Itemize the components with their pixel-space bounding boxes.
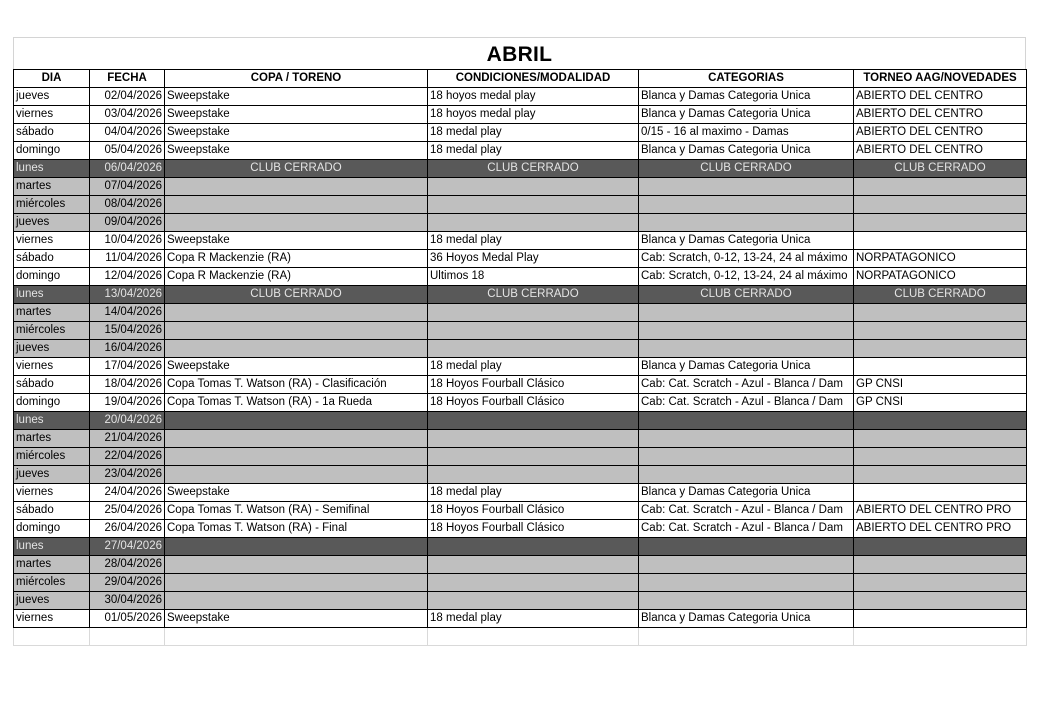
cell-condiciones[interactable] (428, 322, 639, 340)
table-row (14, 232, 1027, 250)
table-row (14, 268, 1027, 286)
cell-torneo[interactable] (854, 214, 1027, 232)
cell-dia[interactable]: miércoles (14, 574, 90, 592)
cell-condiciones[interactable]: 18 medal play (428, 610, 639, 628)
cell-categorias[interactable]: 0/15 - 16 al maximo - Damas (639, 124, 854, 142)
header-dia: DIA (14, 70, 90, 88)
cell-categorias[interactable] (639, 556, 854, 574)
table-row (14, 376, 1027, 394)
cell-torneo[interactable]: CLUB CERRADO (854, 286, 1027, 304)
cell-torneo[interactable] (854, 592, 1027, 610)
cell-torneo[interactable] (854, 610, 1027, 628)
table-row (14, 484, 1027, 502)
cell-dia[interactable]: viernes (14, 484, 90, 502)
cell-categorias[interactable] (639, 322, 854, 340)
empty-cell[interactable] (165, 628, 428, 646)
cell-fecha[interactable]: 10/04/2026 (90, 232, 165, 250)
cell-categorias[interactable]: Blanca y Damas Categoria Unica (639, 484, 854, 502)
cell-categorias[interactable] (639, 340, 854, 358)
cell-condiciones[interactable] (428, 574, 639, 592)
cell-condiciones[interactable] (428, 430, 639, 448)
cell-fecha[interactable]: 28/04/2026 (90, 556, 165, 574)
cell-copa[interactable] (165, 322, 428, 340)
cell-copa[interactable]: Sweepstake (165, 124, 428, 142)
cell-condiciones[interactable]: 18 medal play (428, 358, 639, 376)
cell-dia[interactable]: jueves (14, 214, 90, 232)
table-row (14, 466, 1027, 484)
cell-condiciones[interactable] (428, 412, 639, 430)
cell-categorias[interactable] (639, 304, 854, 322)
cell-condiciones[interactable]: CLUB CERRADO (428, 286, 639, 304)
cell-torneo[interactable] (854, 304, 1027, 322)
cell-fecha[interactable]: 24/04/2026 (90, 484, 165, 502)
cell-fecha[interactable]: 09/04/2026 (90, 214, 165, 232)
cell-dia[interactable]: jueves (14, 340, 90, 358)
table-row (14, 196, 1027, 214)
table-row (14, 448, 1027, 466)
cell-dia[interactable]: viernes (14, 610, 90, 628)
cell-dia[interactable]: lunes (14, 160, 90, 178)
cell-copa[interactable] (165, 304, 428, 322)
table-row (14, 358, 1027, 376)
table-row (14, 178, 1027, 196)
cell-dia[interactable]: domingo (14, 394, 90, 412)
cell-fecha[interactable]: 30/04/2026 (90, 592, 165, 610)
cell-dia[interactable]: domingo (14, 142, 90, 160)
table-row (14, 142, 1027, 160)
table-row (14, 610, 1027, 628)
cell-condiciones[interactable]: 18 medal play (428, 142, 639, 160)
cell-categorias[interactable]: CLUB CERRADO (639, 286, 854, 304)
cell-categorias[interactable] (639, 448, 854, 466)
schedule-table (13, 69, 1027, 646)
cell-dia[interactable]: miércoles (14, 448, 90, 466)
cell-copa[interactable]: Copa R Mackenzie (RA) (165, 268, 428, 286)
cell-condiciones[interactable]: 18 Hoyos Fourball Clásico (428, 394, 639, 412)
table-row (14, 502, 1027, 520)
cell-condiciones[interactable]: 18 medal play (428, 124, 639, 142)
header-categorias: CATEGORIAS (639, 70, 854, 88)
cell-dia[interactable]: domingo (14, 520, 90, 538)
cell-condiciones[interactable] (428, 304, 639, 322)
cell-fecha[interactable]: 29/04/2026 (90, 574, 165, 592)
cell-dia[interactable]: lunes (14, 538, 90, 556)
cell-condiciones[interactable]: 18 medal play (428, 484, 639, 502)
cell-fecha[interactable]: 23/04/2026 (90, 466, 165, 484)
cell-condiciones[interactable] (428, 178, 639, 196)
cell-fecha[interactable]: 19/04/2026 (90, 394, 165, 412)
cell-dia[interactable]: viernes (14, 106, 90, 124)
cell-copa[interactable]: Copa R Mackenzie (RA) (165, 250, 428, 268)
cell-condiciones[interactable]: Ultimos 18 (428, 268, 639, 286)
cell-dia[interactable]: viernes (14, 358, 90, 376)
cell-categorias[interactable]: Blanca y Damas Categoria Unica (639, 106, 854, 124)
table-row (14, 340, 1027, 358)
schedule-sheet (13, 37, 1026, 646)
cell-dia[interactable]: lunes (14, 286, 90, 304)
table-row (14, 412, 1027, 430)
cell-dia[interactable]: viernes (14, 232, 90, 250)
cell-categorias[interactable]: Blanca y Damas Categoria Unica (639, 610, 854, 628)
cell-fecha[interactable]: 16/04/2026 (90, 340, 165, 358)
cell-condiciones[interactable] (428, 340, 639, 358)
table-row (14, 286, 1027, 304)
cell-torneo[interactable] (854, 340, 1027, 358)
table-row (14, 556, 1027, 574)
cell-copa[interactable] (165, 574, 428, 592)
cell-torneo[interactable] (854, 322, 1027, 340)
cell-categorias[interactable] (639, 196, 854, 214)
cell-categorias[interactable] (639, 430, 854, 448)
cell-fecha[interactable]: 26/04/2026 (90, 520, 165, 538)
cell-fecha[interactable]: 12/04/2026 (90, 268, 165, 286)
table-row (14, 304, 1027, 322)
cell-copa[interactable]: Copa Tomas T. Watson (RA) - Final (165, 520, 428, 538)
cell-condiciones[interactable]: 18 Hoyos Fourball Clásico (428, 502, 639, 520)
cell-fecha[interactable]: 07/04/2026 (90, 178, 165, 196)
cell-copa[interactable] (165, 196, 428, 214)
cell-copa[interactable]: Copa Tomas T. Watson (RA) - Semifinal (165, 502, 428, 520)
cell-copa[interactable]: Sweepstake (165, 358, 428, 376)
empty-cell[interactable] (90, 628, 165, 646)
header-row (14, 70, 1027, 88)
cell-fecha[interactable]: 02/04/2026 (90, 88, 165, 106)
table-row (14, 538, 1027, 556)
header-condiciones: CONDICIONES/MODALIDAD (428, 70, 639, 88)
cell-copa[interactable] (165, 466, 428, 484)
cell-copa[interactable] (165, 538, 428, 556)
cell-fecha[interactable]: 03/04/2026 (90, 106, 165, 124)
cell-dia[interactable]: sábado (14, 124, 90, 142)
cell-torneo[interactable] (854, 178, 1027, 196)
cell-condiciones[interactable]: CLUB CERRADO (428, 160, 639, 178)
cell-torneo[interactable]: NORPATAGONICO (854, 250, 1027, 268)
cell-categorias[interactable] (639, 178, 854, 196)
cell-torneo[interactable] (854, 232, 1027, 250)
cell-fecha[interactable]: 01/05/2026 (90, 610, 165, 628)
table-row (14, 574, 1027, 592)
cell-torneo[interactable] (854, 430, 1027, 448)
cell-fecha[interactable]: 18/04/2026 (90, 376, 165, 394)
cell-torneo[interactable] (854, 466, 1027, 484)
cell-condiciones[interactable] (428, 448, 639, 466)
cell-condiciones[interactable]: 18 hoyos medal play (428, 106, 639, 124)
cell-torneo[interactable] (854, 448, 1027, 466)
empty-cell[interactable] (428, 628, 639, 646)
cell-categorias[interactable]: Blanca y Damas Categoria Unica (639, 142, 854, 160)
cell-condiciones[interactable]: 18 Hoyos Fourball Clásico (428, 520, 639, 538)
header-torneo: TORNEO AAG/NOVEDADES (854, 70, 1027, 88)
cell-condiciones[interactable] (428, 538, 639, 556)
cell-copa[interactable] (165, 214, 428, 232)
cell-torneo[interactable]: CLUB CERRADO (854, 160, 1027, 178)
table-row (14, 520, 1027, 538)
cell-torneo[interactable] (854, 538, 1027, 556)
cell-condiciones[interactable] (428, 196, 639, 214)
cell-torneo[interactable]: NORPATAGONICO (854, 268, 1027, 286)
cell-categorias[interactable]: Blanca y Damas Categoria Unica (639, 358, 854, 376)
title-row (13, 37, 1026, 69)
cell-categorias[interactable] (639, 574, 854, 592)
cell-fecha[interactable]: 25/04/2026 (90, 502, 165, 520)
cell-condiciones[interactable] (428, 466, 639, 484)
cell-condiciones[interactable]: 18 medal play (428, 232, 639, 250)
table-row (14, 214, 1027, 232)
cell-condiciones[interactable] (428, 214, 639, 232)
cell-dia[interactable]: martes (14, 304, 90, 322)
cell-dia[interactable]: sábado (14, 250, 90, 268)
cell-torneo[interactable] (854, 574, 1027, 592)
cell-condiciones[interactable]: 18 Hoyos Fourball Clásico (428, 376, 639, 394)
cell-condiciones[interactable]: 18 hoyos medal play (428, 88, 639, 106)
cell-copa[interactable] (165, 556, 428, 574)
table-row (14, 592, 1027, 610)
cell-categorias[interactable]: Cab: Scratch, 0-12, 13-24, 24 al máximo (639, 250, 854, 268)
cell-categorias[interactable]: Cab: Scratch, 0-12, 13-24, 24 al máximo (639, 268, 854, 286)
cell-categorias[interactable]: Cab: Cat. Scratch - Azul - Blanca / Dam (639, 376, 854, 394)
cell-copa[interactable] (165, 430, 428, 448)
table-row (14, 160, 1027, 178)
cell-categorias[interactable]: Cab: Cat. Scratch - Azul - Blanca / Dam (639, 520, 854, 538)
cell-copa[interactable] (165, 412, 428, 430)
month-title: ABRIL (486, 42, 553, 66)
cell-copa[interactable]: CLUB CERRADO (165, 286, 428, 304)
cell-categorias[interactable] (639, 592, 854, 610)
cell-copa[interactable]: CLUB CERRADO (165, 160, 428, 178)
cell-fecha[interactable]: 20/04/2026 (90, 412, 165, 430)
cell-dia[interactable]: sábado (14, 376, 90, 394)
cell-copa[interactable]: Copa Tomas T. Watson (RA) - Clasificación (165, 376, 428, 394)
cell-fecha[interactable]: 15/04/2026 (90, 322, 165, 340)
table-row (14, 106, 1027, 124)
cell-copa[interactable] (165, 178, 428, 196)
cell-torneo[interactable] (854, 556, 1027, 574)
table-row (14, 124, 1027, 142)
cell-fecha[interactable]: 27/04/2026 (90, 538, 165, 556)
cell-condiciones[interactable] (428, 556, 639, 574)
cell-torneo[interactable]: ABIERTO DEL CENTRO PRO (854, 520, 1027, 538)
cell-copa[interactable]: Sweepstake (165, 232, 428, 250)
cell-dia[interactable]: martes (14, 178, 90, 196)
cell-torneo[interactable]: GP CNSI (854, 376, 1027, 394)
cell-dia[interactable]: martes (14, 430, 90, 448)
cell-fecha[interactable]: 14/04/2026 (90, 304, 165, 322)
cell-torneo[interactable] (854, 358, 1027, 376)
cell-copa[interactable]: Sweepstake (165, 142, 428, 160)
cell-fecha[interactable]: 22/04/2026 (90, 448, 165, 466)
cell-fecha[interactable]: 08/04/2026 (90, 196, 165, 214)
cell-copa[interactable]: Sweepstake (165, 106, 428, 124)
cell-dia[interactable]: miércoles (14, 322, 90, 340)
cell-dia[interactable]: sábado (14, 502, 90, 520)
cell-condiciones[interactable]: 36 Hoyos Medal Play (428, 250, 639, 268)
cell-dia[interactable]: lunes (14, 412, 90, 430)
cell-torneo[interactable]: ABIERTO DEL CENTRO PRO (854, 502, 1027, 520)
table-row (14, 394, 1027, 412)
cell-dia[interactable]: martes (14, 556, 90, 574)
header-copa: COPA / TORENO (165, 70, 428, 88)
cell-categorias[interactable]: Blanca y Damas Categoria Unica (639, 232, 854, 250)
header-fecha: FECHA (90, 70, 165, 88)
cell-copa[interactable]: Sweepstake (165, 610, 428, 628)
cell-categorias[interactable] (639, 214, 854, 232)
cell-dia[interactable]: domingo (14, 268, 90, 286)
cell-copa[interactable] (165, 340, 428, 358)
cell-copa[interactable]: Copa Tomas T. Watson (RA) - 1a Rueda (165, 394, 428, 412)
cell-fecha[interactable]: 13/04/2026 (90, 286, 165, 304)
cell-copa[interactable] (165, 448, 428, 466)
cell-dia[interactable]: jueves (14, 592, 90, 610)
cell-torneo[interactable] (854, 484, 1027, 502)
table-row (14, 250, 1027, 268)
cell-fecha[interactable]: 06/04/2026 (90, 160, 165, 178)
cell-condiciones[interactable] (428, 592, 639, 610)
cell-dia[interactable]: miércoles (14, 196, 90, 214)
cell-torneo[interactable]: ABIERTO DEL CENTRO (854, 124, 1027, 142)
cell-categorias[interactable]: Cab: Cat. Scratch - Azul - Blanca / Dam (639, 394, 854, 412)
cell-torneo[interactable]: ABIERTO DEL CENTRO (854, 106, 1027, 124)
empty-cell[interactable] (14, 628, 90, 646)
cell-categorias[interactable]: CLUB CERRADO (639, 160, 854, 178)
table-row (14, 430, 1027, 448)
cell-fecha[interactable]: 17/04/2026 (90, 358, 165, 376)
cell-categorias[interactable] (639, 538, 854, 556)
cell-categorias[interactable]: Blanca y Damas Categoria Unica (639, 88, 854, 106)
cell-categorias[interactable] (639, 412, 854, 430)
table-row (14, 322, 1027, 340)
empty-cell[interactable] (854, 628, 1027, 646)
cell-torneo[interactable]: ABIERTO DEL CENTRO (854, 88, 1027, 106)
table-row (14, 88, 1027, 106)
cell-copa[interactable]: Sweepstake (165, 484, 428, 502)
cell-fecha[interactable]: 11/04/2026 (90, 250, 165, 268)
cell-dia[interactable]: jueves (14, 466, 90, 484)
empty-cell[interactable] (639, 628, 854, 646)
cell-torneo[interactable]: ABIERTO DEL CENTRO (854, 142, 1027, 160)
cell-torneo[interactable] (854, 412, 1027, 430)
cell-dia[interactable]: jueves (14, 88, 90, 106)
cell-fecha[interactable]: 21/04/2026 (90, 430, 165, 448)
cell-torneo[interactable] (854, 196, 1027, 214)
empty-row (14, 628, 1027, 646)
cell-copa[interactable]: Sweepstake (165, 88, 428, 106)
cell-torneo[interactable]: GP CNSI (854, 394, 1027, 412)
cell-categorias[interactable]: Cab: Cat. Scratch - Azul - Blanca / Dam (639, 502, 854, 520)
cell-categorias[interactable] (639, 466, 854, 484)
cell-fecha[interactable]: 05/04/2026 (90, 142, 165, 160)
cell-copa[interactable] (165, 592, 428, 610)
cell-fecha[interactable]: 04/04/2026 (90, 124, 165, 142)
